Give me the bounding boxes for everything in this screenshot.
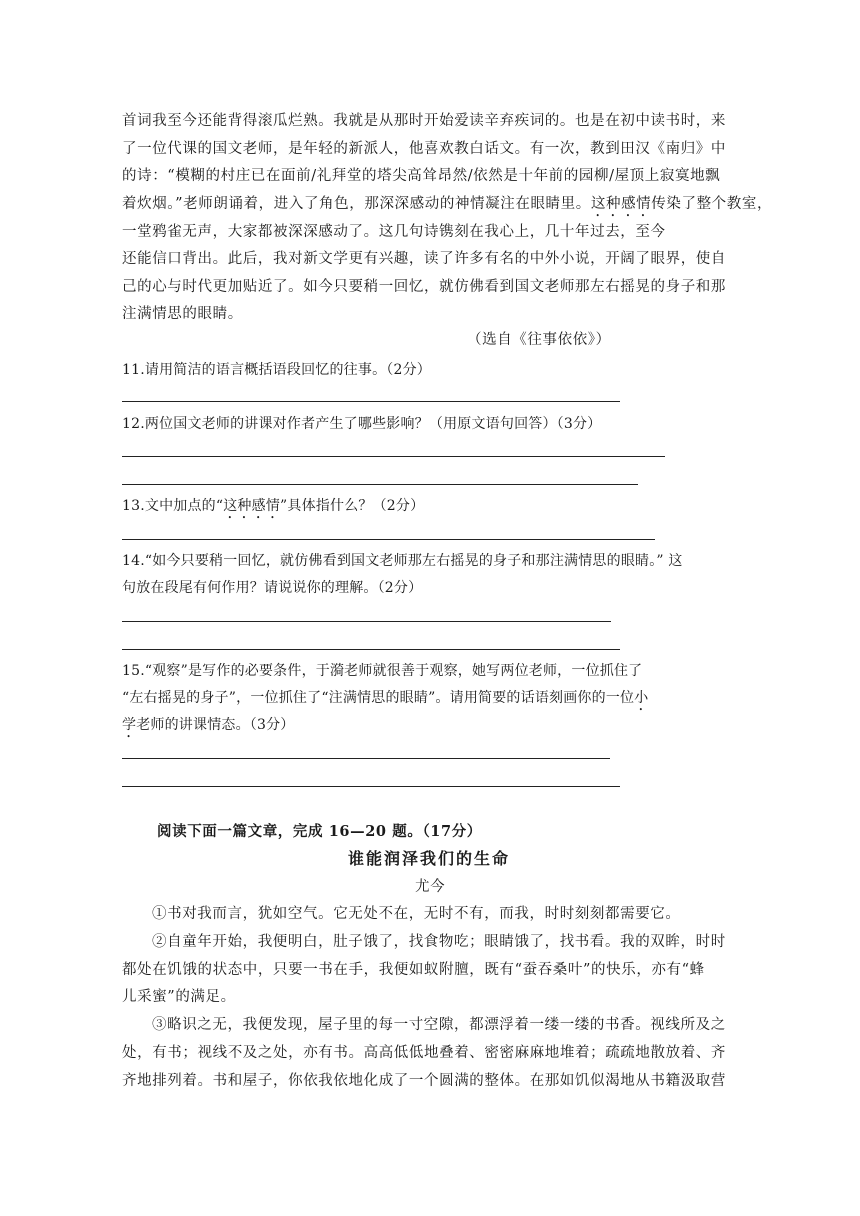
answer-line[interactable] xyxy=(122,456,665,457)
question-text: ”具体指什么？（2分） xyxy=(280,498,425,514)
passage-text: 着炊烟。”老师朗诵着，进入了角色，那深深感动的神情凝注在眼睛里。 xyxy=(122,196,591,212)
question-14-line-1: 14.“如今只要稍一回忆，就仿佛看到国文老师那左右摇晃的身子和那注满情思的眼睛。” 这 xyxy=(122,553,683,569)
answer-line[interactable] xyxy=(122,786,620,787)
passage-line: 的诗：“模糊的村庄已在面前/礼拜堂的塔尖高耸昂然/依然是十年前的园柳/屋顶上寂寞地飘 xyxy=(122,168,721,184)
article-paragraph-line: ③略识之无，我便发现，屋子里的每一寸空隙，都漂浮着一缕一缕的书香。视线所及之 xyxy=(152,1017,726,1033)
answer-line[interactable] xyxy=(122,621,611,622)
emphasized-char: 小 xyxy=(634,690,649,706)
question-15-line-1: 15.“观察”是写作的必要条件，于漪老师就很善于观察，她写两位老师，一位抓住了 xyxy=(122,663,643,679)
article-paragraph-line: 处，有书；视线不及之处，亦有书。高高低低地叠着、密密麻麻地堆着；疏疏地散放着、齐 xyxy=(122,1045,726,1061)
article-title: 谁能润泽我们的生命 xyxy=(348,849,511,868)
passage-line: 了一位代课的国文老师，是年轻的新派人，他喜欢教白话文。有一次，教到田汉《南归》中 xyxy=(122,141,726,157)
article-paragraph-line: 儿采蜜”的满足。 xyxy=(122,989,236,1005)
passage-line: 一堂鸦雀无声，大家都被深深感动了。这几句诗镌刻在我心上，几十年过去，至今 xyxy=(122,224,666,240)
answer-line[interactable] xyxy=(122,401,620,402)
question-text: 老师的讲课情态。（3分） xyxy=(136,717,295,733)
passage-line: 注满情思的眼睛。 xyxy=(122,306,243,322)
answer-line[interactable] xyxy=(122,539,655,540)
answer-line[interactable] xyxy=(122,758,610,759)
article-paragraph-line: 齐地排列着。书和屋子，你依我依地化成了一个圆满的整体。在那如饥似渴地从书籍汲取营 xyxy=(122,1073,726,1089)
article-paragraph-line: ②自童年开始，我便明白，肚子饿了，找食物吃；眼睛饿了，找书看。我的双眸，时时 xyxy=(152,934,726,950)
question-text: “左右摇晃的身子”，一位抓住了“注满情思的眼睛”。请用简要的话语刻画你的一位 xyxy=(122,690,635,706)
question-text: 13.文中加点的“ xyxy=(122,498,224,514)
emphasized-phrase: 这种感情 xyxy=(223,498,281,514)
question-13 xyxy=(122,496,424,522)
article-paragraph-line: ①书对我而言，犹如空气。它无处不在，无时不有，而我，时时刻刻都需要它。 xyxy=(152,906,681,922)
section-instruction: 阅读下面一篇文章，完成 16—20 题。（17分） xyxy=(157,823,482,840)
question-15-line-3 xyxy=(122,715,295,741)
question-11: 11.请用简洁的语言概括语段回忆的往事。（2分） xyxy=(122,362,431,378)
passage-line: 己的心与时代更加贴近了。如今只要稍一回忆，就仿佛看到国文老师那左右摇晃的身子和那 xyxy=(122,279,726,295)
emphasized-phrase: 这种感情 xyxy=(590,196,652,212)
source-citation: （选自《往事依依》） xyxy=(467,332,611,348)
question-14-line-2: 句放在段尾有何作用？请说说你的理解。（2分） xyxy=(122,580,423,596)
passage-line: 首词我至今还能背得滚瓜烂熟。我就是从那时开始爱读辛弃疾词的。也是在初中读书时，来 xyxy=(122,113,726,129)
passage-line: 还能信口背出。此后，我对新文学更有兴趣，读了许多有名的中外小说，开阔了眼界，使自 xyxy=(122,251,726,267)
article-author: 尤今 xyxy=(415,879,446,895)
question-12: 12.两位国文老师的讲课对作者产生了哪些影响？（用原文语句回答）（3分） xyxy=(122,416,602,432)
passage-line-with-emphasis xyxy=(122,194,772,220)
answer-line[interactable] xyxy=(122,484,638,485)
passage-text: 传染了整个教室， xyxy=(651,196,773,212)
article-paragraph-line: 都处在饥饿的状态中，只要一书在手，我便如蚁附膻，既有“蚕吞桑叶”的快乐，亦有“蜂 xyxy=(122,962,705,978)
question-15-line-2 xyxy=(122,688,648,714)
emphasized-char: 学 xyxy=(122,717,137,733)
answer-line[interactable] xyxy=(122,649,620,650)
